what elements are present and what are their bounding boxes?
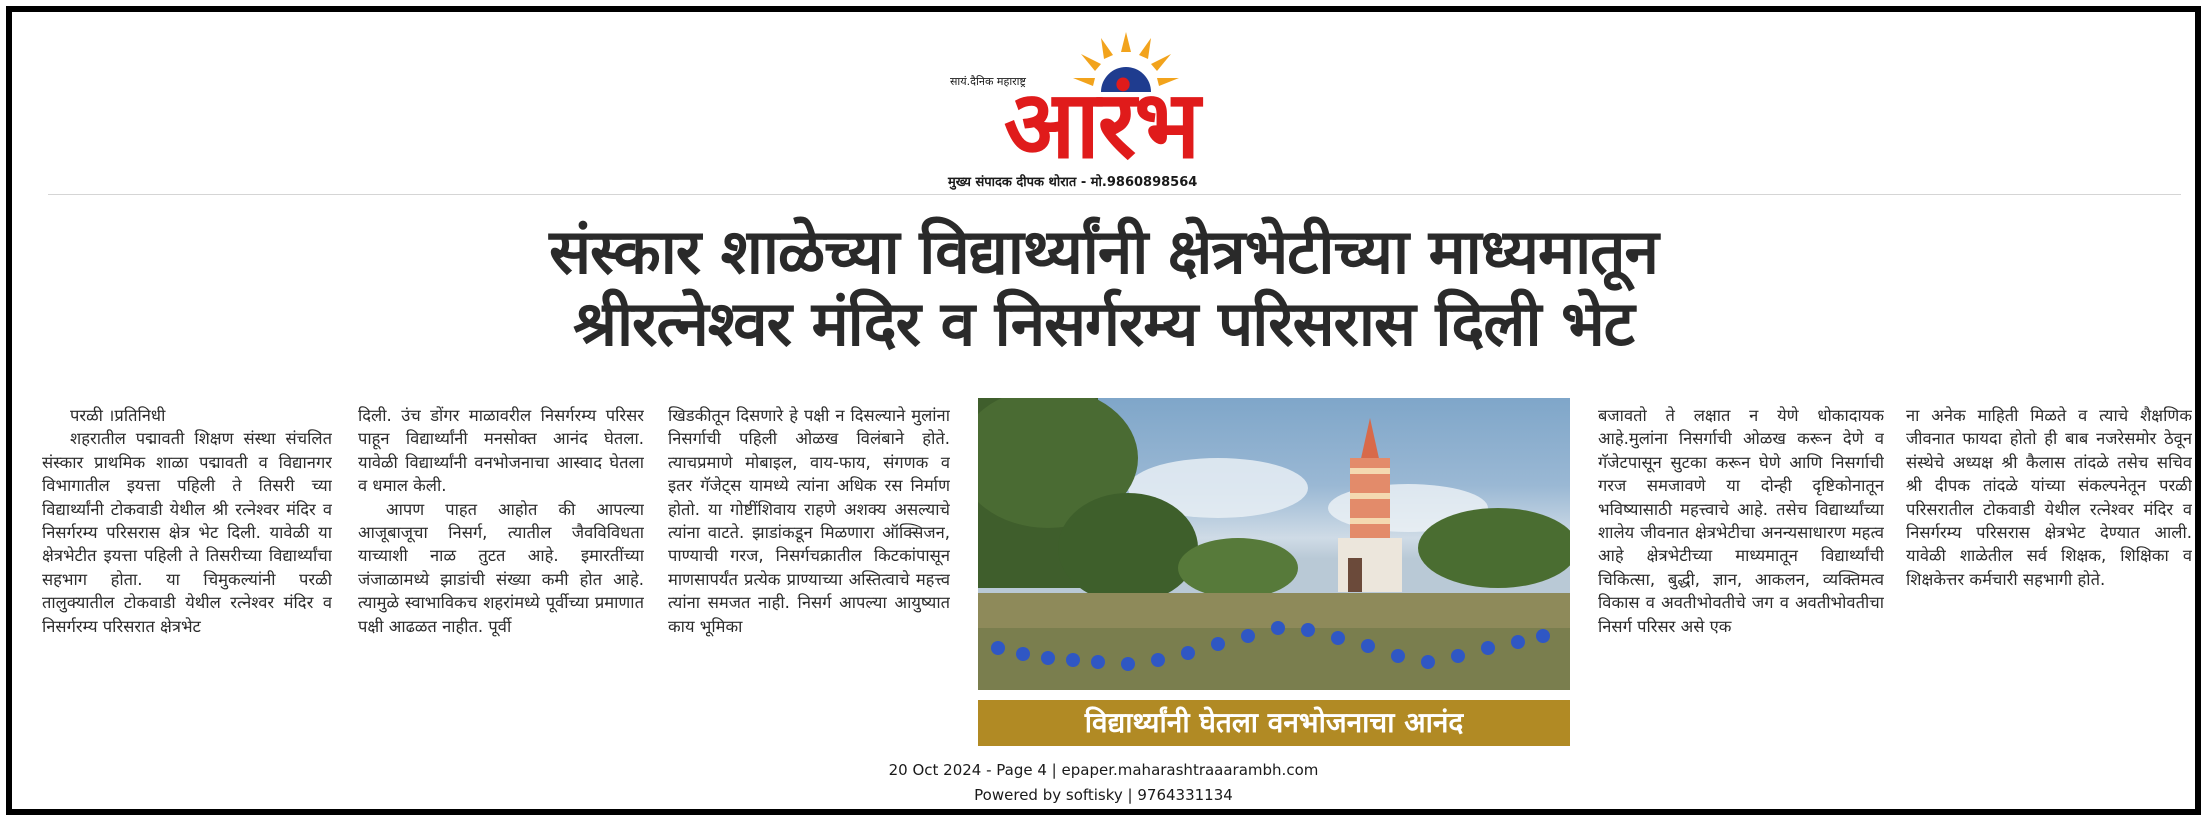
column-4-text: बजावतो ते लक्षात न येणे धोकादायक आहे.मुलांना निसर्गाची ओळख करून देणे व गॅजेटपासून सुटका करून घेणे आणि निसर्गाची गरज समजावणे या दोन्ही दृष्टिकोनातून भविष्यासाठी महत्त्वाचे आहे. तसेच विद्यार्थ्यांच्या शालेय जीवनात क्षेत्रभेटीचा अनन्यसाधारण महत्व आहे क्षेत्रभेटीच्या माध्यमातून विद्यार्थ्यांची चिकित्सा, बुद्धी, ज्ञान, आकलन, व्यक्तिमत्व विकास व अवतीभोवतीचे जग व अवतीभोवतीचा निसर्ग परिसर असे एक <box>1598 406 1884 636</box>
dateline: परळी ।प्रतिनिधी <box>70 406 166 425</box>
photo-caption: विद्यार्थ्यांनी घेतला वनभोजनाचा आनंद <box>978 700 1570 746</box>
column-3-text: खिडकीतून दिसणारे हे पक्षी न दिसल्याने मुलांना निसर्गाची पहिली ओळख विलंबाने होते. त्याचप्रमाणे मोबाइल, वाय-फाय, संगणक व इतर गॅजेट्स यामध्ये त्यांना अधिक रस निर्माण होतो. या गोष्टींशिवाय राहणे अशक्य असल्याचे त्यांना वाटते. झाडांकडून मिळणारा ऑक्सिजन, पाण्याची गरज, निसर्गचक्रातील किटकांपासून माणसापर्यंत प्रत्येक प्राण्याच्या अस्तित्वाचे महत्त्व त्यांना समजत नाही. निसर्ग आपल्या आयुष्यात काय भूमिका <box>668 406 950 636</box>
article-column-4 <box>1598 404 1884 742</box>
column-2-para-1: दिली. उंच डोंगर माळावरील निसर्गरम्य परिसर पाहून विद्यार्थ्यांनी मनसोक्त आनंद घेतला. यावेळी विद्यार्थ्यांनी वनभोजनाचा आस्वाद घेतला व धमाल केली. <box>358 406 644 496</box>
headline-line-2: श्रीरत्नेश्वर मंदिर व निसर्गरम्य परिसरास दिली भेट <box>573 287 1634 360</box>
footer-powered-by: Powered by softisky | 9764331134 <box>974 786 1233 804</box>
page-footer <box>6 758 2201 808</box>
article-column-5 <box>1906 404 2192 742</box>
article-column-3 <box>668 404 950 742</box>
column-1-text: शहरातील पद्मावती शिक्षण संस्था संचलित संस्कार प्राथमिक शाळा पद्मावती व विद्यानगर विभागातील इयत्ता पहिली ते तिसरी च्या विद्यार्थ्यांनी टोकवाडी येथील श्री रत्नेश्वर मंदिर व निसर्गरम्य परिसरास क्षेत्र भेट दिली. यावेळी या क्षेत्रभेटीत इयत्ता पहिली ते तिसरीच्या विद्यार्थ्यांचा सहभाग होता. या चिमुकल्यांनी परळी तालुक्यातील टोकवाडी येथील रत्नेश्वर मंदिर व निसर्गरम्य परिसरात क्षेत्रभेट <box>42 429 332 636</box>
headline-line-1: संस्कार शाळेच्या विद्यार्थ्यांनी क्षेत्रभेटीच्या माध्यमातून <box>549 215 1658 288</box>
editor-contact-line: मुख्य संपादक दीपक थोरात - मो.9860898564 <box>948 175 1198 190</box>
masthead-divider <box>48 194 2181 195</box>
newspaper-logo: आरंभ <box>1003 71 1199 180</box>
temple-field-photo <box>978 398 1570 690</box>
masthead-tagline: सायं.दैनिक महाराष्ट्र <box>950 75 1026 88</box>
article-column-1 <box>42 404 332 742</box>
article-photo <box>978 398 1570 690</box>
column-2-para-2: आपण पाहत आहोत की आपल्या आजूबाजूचा निसर्ग, त्यातील जैवविविधता याच्याशी नाळ तुटत आहे. इमारतींच्या जंजाळामध्ये झाडांची संख्या कमी होत आहे. त्यामुळे स्वाभाविकच शहरांमध्ये पूर्वीच्या प्रमाणात पक्षी आढळत नाहीत. पूर्वी <box>358 499 644 636</box>
masthead <box>936 24 1276 194</box>
footer-date-url: 20 Oct 2024 - Page 4 | epaper.maharashtraaarambh.com <box>888 761 1319 779</box>
article-column-2 <box>358 404 644 742</box>
epaper-page <box>6 6 2201 815</box>
article-headline <box>46 216 2161 360</box>
column-5-text: ना अनेक माहिती मिळते व त्याचे शैक्षणिक जीवनात फायदा होतो ही बाब नजरेसमोर ठेवून संस्थेचे अध्यक्ष श्री कैलास तांदळे तसेच सचिव श्री दीपक तांदळे यांच्या संकल्पनेतून परळी परिसरातील टोकवाडी येथील रत्नेश्वर मंदिर व निसर्गरम्य परिसरास क्षेत्रभेट देण्यात आली. यावेळी शाळेतील सर्व शिक्षक, शिक्षिका व शिक्षकेत्तर कर्मचारी सहभागी होते. <box>1906 406 2192 589</box>
